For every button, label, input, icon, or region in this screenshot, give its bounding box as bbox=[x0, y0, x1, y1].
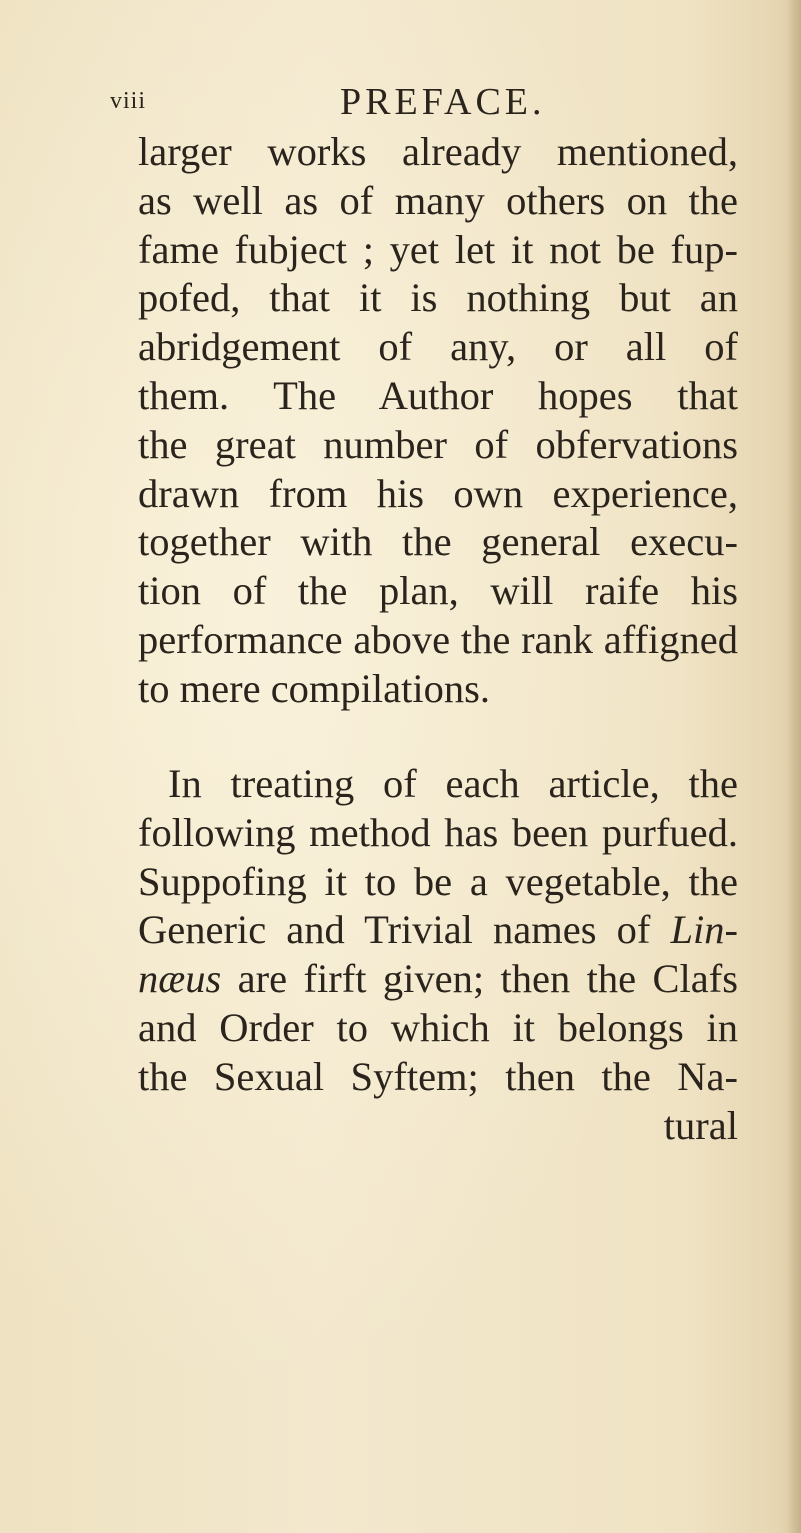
text-line: fame fubject ; yet let it not be fup- bbox=[138, 226, 738, 272]
text-line: performance above the rank affigned bbox=[138, 616, 738, 662]
text-line: the Sexual Syftem; then the Na- bbox=[138, 1053, 738, 1099]
italic-name-fragment: Lin- bbox=[670, 907, 738, 953]
text-line: pofed, that it is nothing but an bbox=[138, 275, 738, 321]
text-fragment: Generic and Trivial names of bbox=[138, 907, 671, 953]
text-line: In treating of each article, the bbox=[168, 761, 738, 806]
page-edge-shadow bbox=[787, 0, 801, 1533]
text-line: tion of the plan, will raife his bbox=[138, 568, 738, 614]
text-line: as well as of many others on the bbox=[138, 177, 738, 223]
paragraph-2 bbox=[138, 760, 738, 1150]
text-line: following method has been purfued. bbox=[138, 809, 738, 855]
text-line: them. The Author hopes that bbox=[138, 372, 738, 418]
text-line: abridgement of any, or all of bbox=[138, 324, 738, 370]
page-number: viii bbox=[110, 88, 147, 114]
text-line: drawn from his own experience, bbox=[138, 470, 738, 516]
italic-name-fragment: næus bbox=[138, 956, 222, 1002]
catchword: tural bbox=[663, 1102, 738, 1148]
text-line: and Order to which it belongs in bbox=[138, 1004, 738, 1050]
paragraph-1 bbox=[138, 128, 738, 714]
text-line: Suppofing it to be a vegetable, the bbox=[138, 858, 738, 904]
page-header bbox=[0, 78, 801, 128]
text-line: the great number of obfervations bbox=[138, 421, 738, 467]
text-line-with-italic bbox=[138, 955, 738, 1004]
text-line: together with the general execu- bbox=[138, 519, 738, 565]
text-line: larger works already mentioned, bbox=[138, 129, 738, 174]
text-fragment: are firft given; then the Clafs bbox=[221, 956, 738, 1002]
text-line-with-italic bbox=[138, 906, 738, 955]
running-head: PREFACE. bbox=[340, 81, 546, 123]
text-line: to mere compilations. bbox=[138, 665, 491, 711]
